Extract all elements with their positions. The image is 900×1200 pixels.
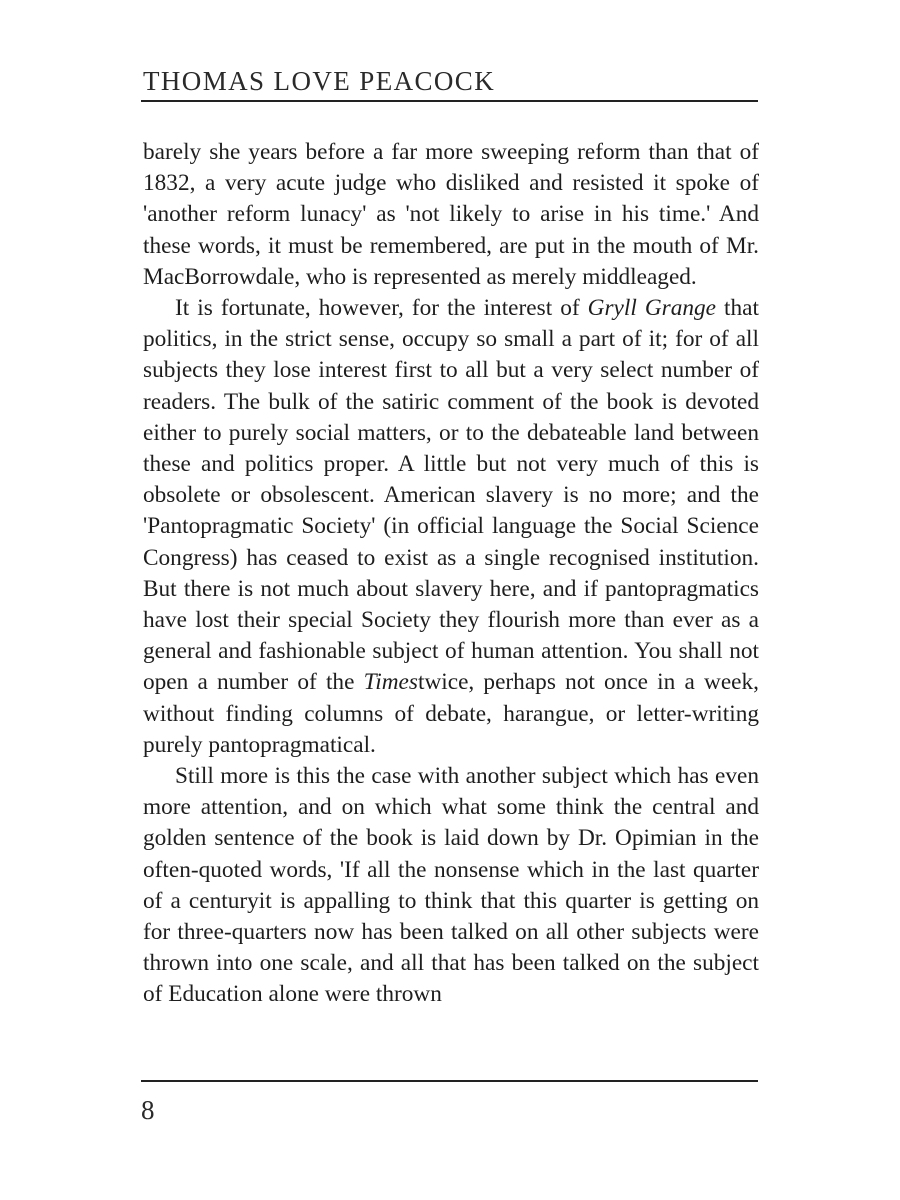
book-title-italic: Gryll Grange xyxy=(587,295,717,322)
text-run: that politics, in the strict sense, occupy so small a part of it; for of all subjects they lose interest first to all but a very select number of readers. The bulk of the satiric comment of the book is devoted either to purely social matters, or to the debateable land between these and politics proper. A little but not very much of this is obsolete or obsolescent. American slavery is no more; and the 'Pantopragmatic Society' (in official language the Social Science Congress) has ceased to exist as a single recognised institution. But there is not much about slavery here, and if pantopragmatics have lost their special Society they flourish more than ever as a general and fashionable subject of human attention. You shall not open a number of the xyxy=(143,295,759,696)
page-body xyxy=(143,137,759,1011)
footer-rule xyxy=(141,1080,758,1082)
page-number: 8 xyxy=(141,1095,155,1125)
text-run: twice, perhaps not once in a week, without finding columns of debate, harangue, or letter-writing purely pantopragmatical. xyxy=(143,669,759,758)
header-rule xyxy=(141,100,758,102)
running-head-title: THOMAS LOVE PEACOCK xyxy=(143,66,496,96)
body-paragraph: Still more is this the case with another subject which has even more attention, and on which what some think the central and golden sentence of the book is laid down by Dr. Opimian in the often-quoted words, 'If all the nonsense which in the last quarter of a centuryit is appalling to think that this quarter is getting on for three-quarters now has been talked on all other subjects were thrown into one scale, and all that has been talked on the subject of Education alone were thrown xyxy=(143,763,759,1008)
body-paragraph xyxy=(143,293,759,761)
newspaper-title-italic: Times xyxy=(363,669,418,696)
body-paragraph: barely she years before a far more sweeping reform than that of 1832, a very acute judge who disliked and resisted it spoke of 'another reform lunacy' as 'not likely to arise in his time.' And these words, it must be remembered, are put in the mouth of Mr. MacBorrowdale, who is represented as merely middleaged. xyxy=(143,139,759,290)
text-run: It is fortunate, however, for the interest of xyxy=(175,295,588,322)
